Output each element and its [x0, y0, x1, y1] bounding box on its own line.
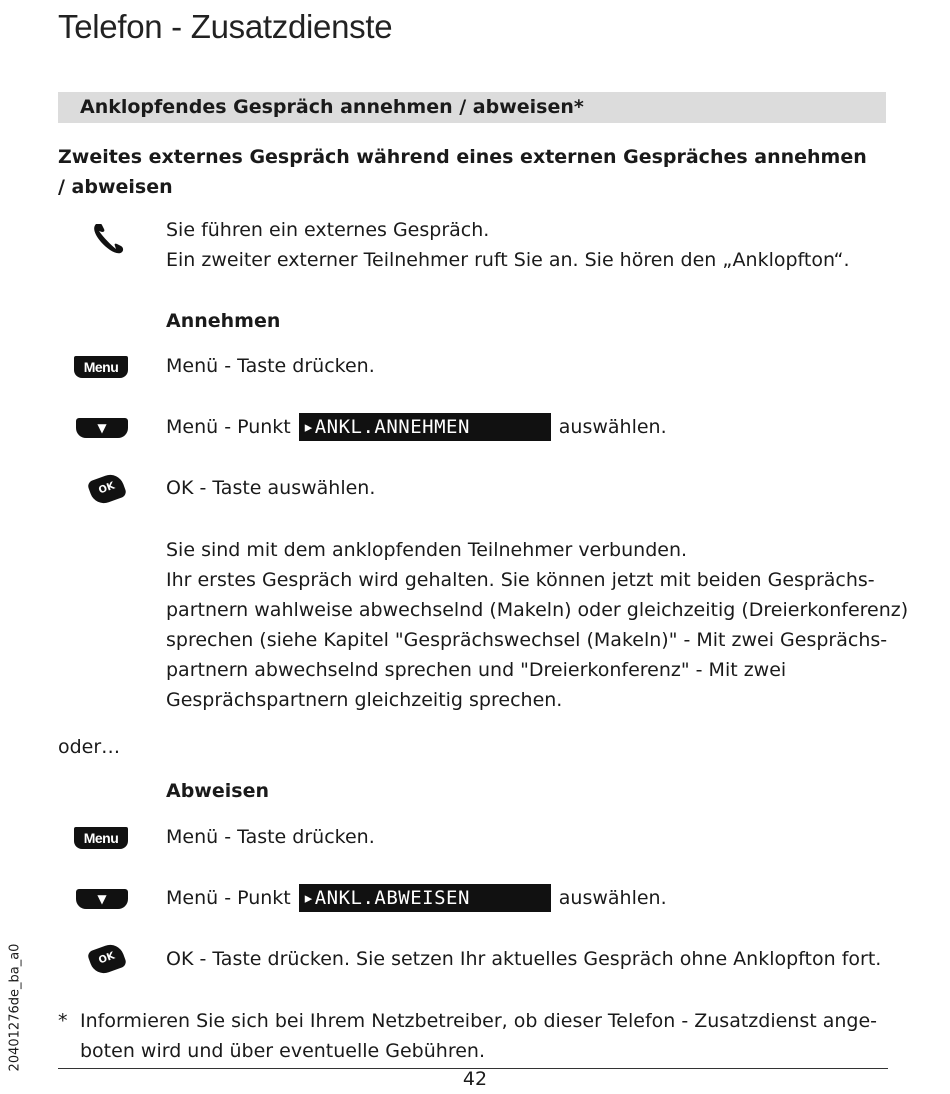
intro-line-2: Ein zweiter externer Teilnehmer ruft Sie an. Sie hören den „Anklopfton“. [166, 249, 850, 271]
ok-key-icon: OK [87, 941, 128, 977]
accept-result-line-6: Gesprächspartnern gleichzeitig sprechen. [166, 689, 563, 711]
page-title: Telefon - Zusatzdienste [58, 8, 393, 45]
reject-step-2 [166, 883, 667, 913]
menu-key-icon: Menu [74, 356, 128, 378]
accept-heading: Annehmen [166, 310, 281, 332]
handset-icon [88, 224, 130, 258]
page-number: 42 [462, 1068, 488, 1090]
display-ankl-abweisen: ▸ANKL.ABWEISEN [299, 884, 551, 912]
accept-result-line-4: sprechen (siehe Kapitel "Gesprächswechsel (Makeln)" - Mit zwei Gesprächs- [166, 629, 888, 651]
reject-step-1: Menü - Taste drücken. [166, 826, 375, 848]
accept-result-line-2: Ihr erstes Gespräch wird gehalten. Sie können jetzt mit beiden Gesprächs- [166, 569, 875, 591]
menu-key-icon: Menu [74, 827, 128, 849]
reject-step-3: OK - Taste drücken. Sie setzen Ihr aktuelles Gespräch ohne Anklopfton fort. [166, 948, 882, 970]
footnote-line-1: Informieren Sie sich bei Ihrem Netzbetreiber, ob dieser Telefon - Zusatzdienst ange- [80, 1010, 878, 1032]
display-ankl-annehmen: ▸ANKL.ANNEHMEN [299, 413, 551, 441]
accept-step-2-prefix: Menü - Punkt [166, 416, 291, 438]
subheading: Zweites externes Gespräch während eines externen Gespräches annehmen / abweisen [58, 146, 867, 198]
ok-key-icon: OK [87, 471, 128, 507]
reject-step-2-suffix: auswählen. [558, 887, 667, 909]
section-title: Anklopfendes Gespräch annehmen / abweisen* [80, 96, 584, 118]
accept-step-2-suffix: auswählen. [558, 416, 667, 438]
document-code: 20401276de_ba_a0 [7, 943, 23, 1072]
intro-line-1: Sie führen ein externes Gespräch. [166, 219, 490, 241]
accept-step-1: Menü - Taste drücken. [166, 355, 375, 377]
reject-heading: Abweisen [166, 780, 269, 802]
down-arrow-key-icon: ▼ [76, 889, 128, 909]
accept-result-line-1: Sie sind mit dem anklopfenden Teilnehmer verbunden. [166, 539, 688, 561]
reject-step-2-prefix: Menü - Punkt [166, 887, 291, 909]
down-arrow-key-icon: ▼ [76, 418, 128, 438]
accept-result-line-3: partnern wahlweise abwechselnd (Makeln) oder gleichzeitig (Dreierkonferenz) [166, 599, 909, 621]
footnote-marker: * [58, 1010, 68, 1032]
accept-result-line-5: partnern abwechselnd sprechen und "Dreierkonferenz" - Mit zwei [166, 659, 787, 681]
accept-step-3: OK - Taste auswählen. [166, 477, 376, 499]
accept-step-2 [166, 412, 667, 442]
or-text: oder… [58, 736, 121, 758]
footnote-line-2: boten wird und über eventuelle Gebühren. [80, 1040, 485, 1062]
